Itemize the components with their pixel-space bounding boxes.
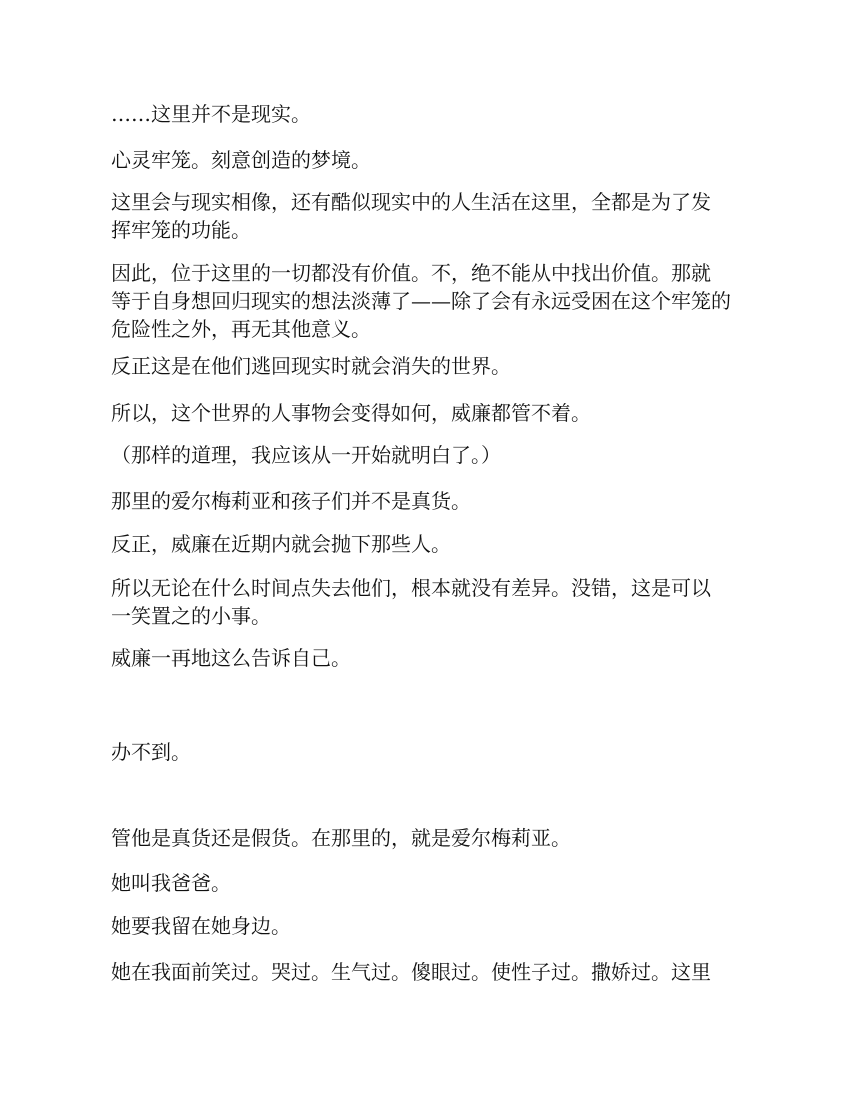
text-line: 等于自身想回归现实的想法淡薄了——除了会有永远受困在这个牢笼的 — [111, 289, 731, 313]
paragraph — [111, 738, 741, 766]
text-line: 她要我留在她身边。 — [111, 914, 291, 938]
text-line: 这里会与现实相像，还有酷似现实中的人生活在这里，全都是为了发 — [111, 190, 711, 214]
text-line: 管他是真货还是假货。在那里的，就是爱尔梅莉亚。 — [111, 826, 571, 850]
text-line: 挥牢笼的功能。 — [111, 218, 251, 242]
text-line: 她在我面前笑过。哭过。生气过。傻眼过。使性子过。撒娇过。这里 — [111, 960, 711, 984]
text-line: 她叫我爸爸。 — [111, 871, 231, 895]
text-line: 危险性之外，再无其他意义。 — [111, 317, 371, 341]
text-line: 那里的爱尔梅莉亚和孩子们并不是真货。 — [111, 489, 471, 513]
paragraph — [111, 100, 741, 128]
paragraph — [111, 399, 741, 427]
paragraph — [111, 441, 741, 469]
text-line: 反正，威廉在近期内就会抛下那些人。 — [111, 532, 451, 556]
text-line: 一笑置之的小事。 — [111, 604, 271, 628]
paragraph — [111, 958, 741, 986]
paragraph — [111, 644, 741, 672]
text-line: 反正这是在他们逃回现实时就会消失的世界。 — [111, 354, 511, 378]
paragraph — [111, 912, 741, 940]
paragraph — [111, 487, 741, 515]
paragraph — [111, 352, 741, 380]
text-line: 威廉一再地这么告诉自己。 — [111, 646, 351, 670]
text-line: 因此，位于这里的一切都没有价值。不，绝不能从中找出价值。那就 — [111, 261, 711, 285]
paragraph — [111, 574, 741, 630]
text-line: 办不到。 — [111, 740, 191, 764]
text-line: 所以无论在什么时间点失去他们，根本就没有差异。没错，这是可以 — [111, 576, 711, 600]
paragraph — [111, 259, 741, 343]
paragraph — [111, 824, 741, 852]
paragraph — [111, 146, 741, 174]
text-line: （那样的道理，我应该从一开始就明白了。） — [111, 443, 501, 467]
text-line: 心灵牢笼。刻意创造的梦境。 — [111, 148, 371, 172]
paragraph — [111, 188, 741, 244]
text-line: 所以，这个世界的人事物会变得如何，威廉都管不着。 — [111, 401, 591, 425]
text-line: ……这里并不是现实。 — [111, 102, 311, 126]
paragraph — [111, 869, 741, 897]
paragraph — [111, 530, 741, 558]
